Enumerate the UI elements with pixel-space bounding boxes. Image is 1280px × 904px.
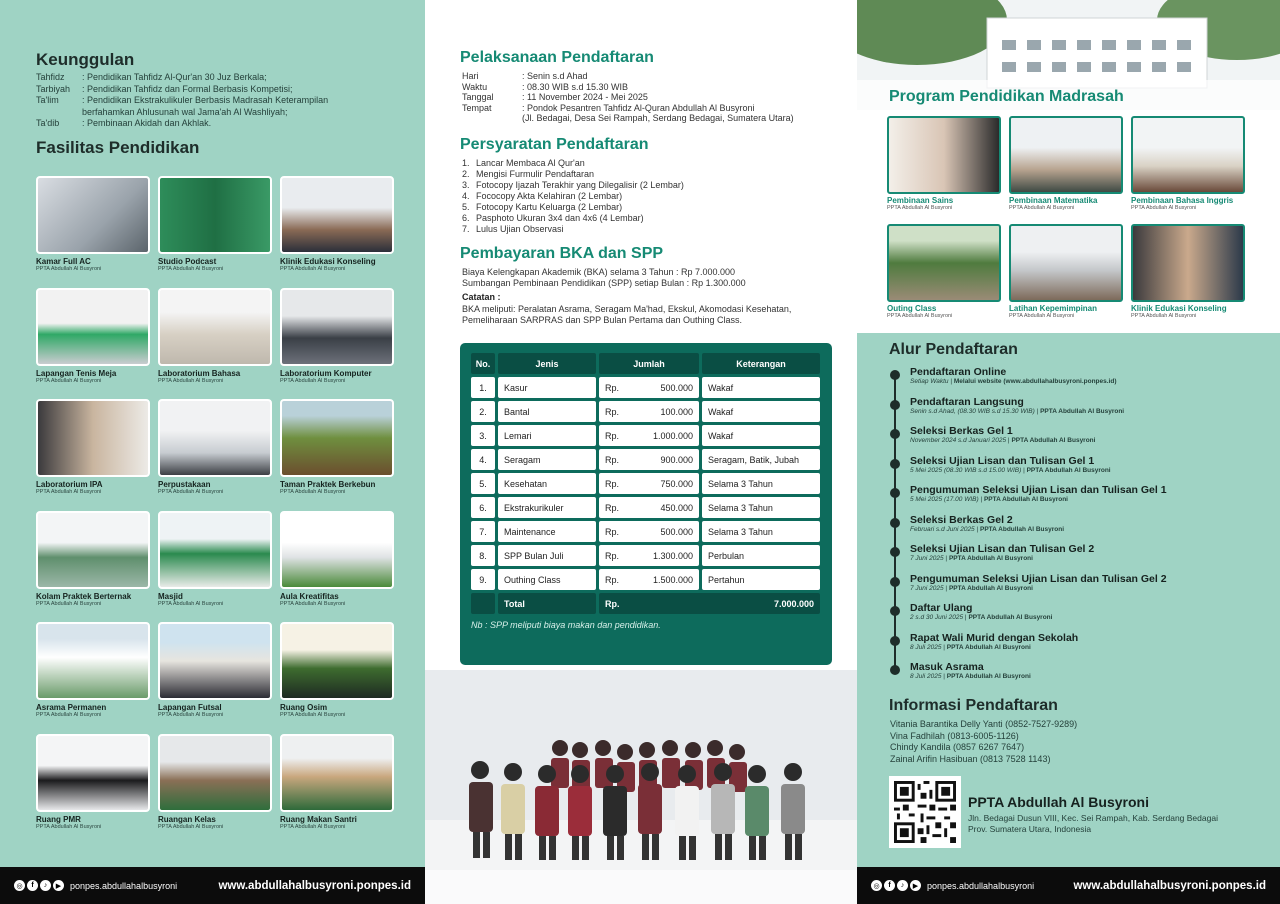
program-card: Pembinaan Matematika PPTA Abdullah Al Busyroni <box>1009 116 1123 224</box>
timeline-dot <box>890 429 900 439</box>
tiktok-icon[interactable]: ♪ <box>40 880 51 891</box>
timeline-step: Seleksi Berkas Gel 1 November 2024 s.d Januari 2025 | PPTA Abdullah Al Busyroni <box>890 425 1260 455</box>
facility-card: Ruangan Kelas PPTA Abdullah Al Busyroni <box>158 734 272 846</box>
facility-photo <box>36 176 150 254</box>
list-item: 6. Pasphoto Ukuran 3x4 dan 4x6 (4 Lembar) <box>462 213 644 223</box>
timeline-dot <box>890 370 900 380</box>
timeline-step: Pengumuman Seleksi Ujian Lisan dan Tulisan Gel 1 5 Mei 2025 (17.00 WIB) | PPTA Abdullah Al Busyroni <box>890 484 1260 514</box>
facility-photo <box>158 399 272 477</box>
facility-photo <box>158 176 272 254</box>
persyaratan-list <box>462 158 684 235</box>
facility-photo <box>158 734 272 812</box>
social-icons <box>871 880 921 891</box>
facility-photo <box>280 176 394 254</box>
info-row: (Jl. Bedagai, Desa Sei Rampah, Serdang Bedagai, Sumatera Utara) <box>522 113 794 123</box>
timeline-dot <box>890 459 900 469</box>
contact-list <box>890 719 1077 765</box>
youtube-icon[interactable]: ▶ <box>53 880 64 891</box>
table-row: 9. Outhing Class Rp. 1.500.000 Pertahun <box>471 569 821 590</box>
info-title: Informasi Pendaftaran <box>889 697 1058 714</box>
contact-item[interactable]: Vina Fadhilah (0813-6005-1126) <box>890 730 1019 741</box>
list-item: 1. Lancar Membaca Al Qur'an <box>462 158 585 168</box>
fee-table <box>460 343 832 665</box>
timeline-dot <box>890 636 900 646</box>
program-photo <box>887 116 1001 194</box>
advantage-item: berfahamkan Ahlusunah wal Jama'ah Al Washliyah; <box>82 106 288 117</box>
timeline-step: Pengumuman Seleksi Ujian Lisan dan Tulisan Gel 2 7 Juni 2025 | PPTA Abdullah Al Busyroni <box>890 573 1260 603</box>
program-photo <box>1009 116 1123 194</box>
list-item: 3. Fotocopy Ijazah Terakhir yang Dilegalisir (2 Lembar) <box>462 180 684 190</box>
pelaksanaan-title: Pelaksanaan Pendaftaran <box>460 49 654 66</box>
timeline-step: Rapat Wali Murid dengan Sekolah 8 Juli 2025 | PPTA Abdullah Al Busyroni <box>890 632 1260 662</box>
program-card: Klinik Edukasi Konseling PPTA Abdullah Al Busyroni <box>1131 224 1245 332</box>
social-handle[interactable]: ponpes.abdullahalbusyroni <box>70 880 178 891</box>
facility-card: Laboratorium Bahasa PPTA Abdullah Al Busyroni <box>158 288 272 400</box>
timeline-dot <box>890 577 900 587</box>
timeline-step: Seleksi Ujian Lisan dan Tulisan Gel 1 5 Mei 2025 (08.30 WIB s.d 15.00 WIB) | PPTA Abdullah Al Busyroni <box>890 455 1260 485</box>
facility-card: Kolam Praktek Berternak PPTA Abdullah Al Busyroni <box>36 511 150 623</box>
timeline-step: Seleksi Ujian Lisan dan Tulisan Gel 2 7 Juni 2025 | PPTA Abdullah Al Busyroni <box>890 543 1260 573</box>
table-row: 4. Seragam Rp. 900.000 Seragam, Batik, Jubah <box>471 449 821 470</box>
advantages-title: Keunggulan <box>36 50 135 69</box>
timeline-dot <box>890 547 900 557</box>
program-photo <box>1131 224 1245 302</box>
advantage-item: Tarbiyah : Pendidikan Tahfidz dan Formal Berbasis Kompetisi; <box>36 83 293 94</box>
pelaksanaan-list <box>462 71 794 124</box>
timeline-dot <box>890 400 900 410</box>
header-jenis: Jenis <box>498 353 596 374</box>
table-row: 1. Kasur Rp. 500.000 Wakaf <box>471 377 821 398</box>
facility-photo <box>280 734 394 812</box>
facebook-icon[interactable]: f <box>27 880 38 891</box>
header-keterangan: Keterangan <box>702 353 820 374</box>
website-link[interactable]: www.abdullahalbusyroni.ponpes.id <box>1073 879 1266 892</box>
group-photo-illustration <box>425 670 857 904</box>
facility-card: Laboratorium Komputer PPTA Abdullah Al Busyroni <box>280 288 394 400</box>
info-row: Tanggal : 11 November 2024 - Mei 2025 <box>462 92 648 102</box>
social-handle[interactable]: ponpes.abdullahalbusyroni <box>927 880 1035 891</box>
youtube-icon[interactable]: ▶ <box>910 880 921 891</box>
facility-card: Kamar Full AC PPTA Abdullah Al Busyroni <box>36 176 150 288</box>
list-item: 7. Lulus Ujian Observasi <box>462 224 564 234</box>
timeline-dot <box>890 606 900 616</box>
contact-item[interactable]: Zainal Arifin Hasibuan (0813 7528 1143) <box>890 753 1051 764</box>
facility-photo <box>36 399 150 477</box>
table-header <box>471 353 821 374</box>
pembayaran-title: Pembayaran BKA dan SPP <box>460 245 664 262</box>
table-row: 7. Maintenance Rp. 500.000 Selama 3 Tahun <box>471 521 821 542</box>
facility-card: Ruang PMR PPTA Abdullah Al Busyroni <box>36 734 150 846</box>
info-row: Tempat : Pondok Pesantren Tahfidz Al-Quran Abdullah Al Busyroni <box>462 102 755 113</box>
program-section <box>857 0 1280 333</box>
timeline-step: Seleksi Berkas Gel 2 Februari s.d Juni 2025 | PPTA Abdullah Al Busyroni <box>890 514 1260 544</box>
right-panel <box>857 0 1280 904</box>
facility-card: Lapangan Futsal PPTA Abdullah Al Busyroni <box>158 622 272 734</box>
facility-card: Masjid PPTA Abdullah Al Busyroni <box>158 511 272 623</box>
table-row: 6. Ekstrakurikuler Rp. 450.000 Selama 3 Tahun <box>471 497 821 518</box>
facility-photo <box>36 622 150 700</box>
facility-photo <box>36 734 150 812</box>
table-row: 8. SPP Bulan Juli Rp. 1.300.000 Perbulan <box>471 545 821 566</box>
program-photo <box>1131 116 1245 194</box>
facilities-grid <box>36 176 400 845</box>
program-card: Pembinaan Sains PPTA Abdullah Al Busyroni <box>887 116 1001 224</box>
facility-photo <box>36 288 150 366</box>
left-panel <box>0 0 425 904</box>
program-card: Pembinaan Bahasa Inggris PPTA Abdullah Al Busyroni <box>1131 116 1245 224</box>
qr-code-graphic <box>894 781 956 843</box>
advantages-list <box>36 72 416 130</box>
facility-card: Laboratorium IPA PPTA Abdullah Al Busyroni <box>36 399 150 511</box>
alur-title: Alur Pendaftaran <box>889 341 1018 358</box>
timeline-dot <box>890 665 900 675</box>
header-no: No. <box>471 353 495 374</box>
tiktok-icon[interactable]: ♪ <box>897 880 908 891</box>
facility-card: Ruang Makan Santri PPTA Abdullah Al Busyroni <box>280 734 394 846</box>
table-row: 5. Kesehatan Rp. 750.000 Selama 3 Tahun <box>471 473 821 494</box>
facility-card: Klinik Edukasi Konseling PPTA Abdullah Al Busyroni <box>280 176 394 288</box>
program-title: Program Pendidikan Madrasah <box>889 88 1124 105</box>
facility-photo <box>158 622 272 700</box>
footer-bar-right <box>857 867 1280 904</box>
table-note: Nb : SPP meliputi biaya makan dan pendidikan. <box>471 620 661 630</box>
facility-card: Asrama Permanen PPTA Abdullah Al Busyroni <box>36 622 150 734</box>
website-link[interactable]: www.abdullahalbusyroni.ponpes.id <box>218 879 411 892</box>
timeline-step: Pendaftaran Online Setiap Waktu | Melalui website (www.abdullahalbusyroni.ponpes.id) <box>890 366 1260 396</box>
table-total-row: Total Rp. 7.000.000 <box>471 593 821 614</box>
facility-photo <box>36 511 150 589</box>
list-item: 2. Mengisi Furmulir Pendaftaran <box>462 169 595 179</box>
facility-photo <box>158 511 272 589</box>
advantage-item: Ta'lim : Pendidikan Ekstrakulikuler Berbasis Madrasah Keterampilan <box>36 95 329 105</box>
facilities-title: Fasilitas Pendidikan <box>36 138 200 157</box>
program-photo <box>1009 224 1123 302</box>
middle-panel <box>425 0 857 904</box>
program-grid <box>887 116 1245 332</box>
social-icons <box>14 880 64 891</box>
group-photo <box>425 670 857 904</box>
header-jumlah: Jumlah <box>599 353 699 374</box>
fee-line: Biaya Kelengkapan Akademik (BKA) selama 3 Tahun : Rp 7.000.000 <box>462 267 736 277</box>
list-item: 4. Fococopy Akta Kelahiran (2 Lembar) <box>462 191 623 201</box>
table-row: 2. Bantal Rp. 100.000 Wakaf <box>471 401 821 422</box>
catatan-label: Catatan : <box>462 292 501 302</box>
registration-timeline <box>890 366 1260 691</box>
info-row: Waktu : 08.30 WIB s.d 15.30 WIB <box>462 81 629 92</box>
timeline-step: Daftar Ulang 2 s.d 30 Juni 2025 | PPTA Abdullah Al Busyroni <box>890 602 1260 632</box>
qr-code-icon[interactable] <box>889 776 961 848</box>
facility-card: Ruang Osim PPTA Abdullah Al Busyroni <box>280 622 394 734</box>
contact-item[interactable]: Chindy Kandila (0857 6267 7647) <box>890 742 1025 752</box>
org-address: Jln. Bedagai Dusun VIII, Kec. Sei Rampah, Kab. Serdang Bedagai Prov. Sumatera Utara, Indonesia <box>968 813 1218 834</box>
info-row: Hari : Senin s.d Ahad <box>462 71 588 81</box>
facility-photo <box>280 622 394 700</box>
fee-line: Sumbangan Pembinaan Pendidikan (SPP) setiap Bulan : Rp 1.300.000 <box>462 278 746 288</box>
catatan-text: BKA meliputi: Peralatan Asrama, Seragam Ma'had, Ekskul, Akomodasi Kesehatan, Pemeliharaan SARPRAS dan SPP Bulan Pertama dan Outhing Class. <box>462 304 792 325</box>
table-row: 3. Lemari Rp. 1.000.000 Wakaf <box>471 425 821 446</box>
timeline-dot <box>890 488 900 498</box>
facility-card: Studio Podcast PPTA Abdullah Al Busyroni <box>158 176 272 288</box>
instagram-icon[interactable]: ◎ <box>14 880 25 891</box>
fee-lines <box>462 267 746 289</box>
facility-photo <box>280 288 394 366</box>
org-name: PPTA Abdullah Al Busyroni <box>968 794 1149 810</box>
footer-bar-left <box>0 867 425 904</box>
contact-item[interactable]: Vitania Barantika Delly Yanti (0852-7527-9289) <box>890 719 1078 729</box>
program-card: Outing Class PPTA Abdullah Al Busyroni <box>887 224 1001 332</box>
timeline-step: Masuk Asrama 8 Juli 2025 | PPTA Abdullah Al Busyroni <box>890 661 1260 691</box>
timeline-step: Pendaftaran Langsung Senin s.d Ahad, (08.30 WIB s.d 15.30 WIB) | PPTA Abdullah Al Busyroni <box>890 396 1260 426</box>
program-photo <box>887 224 1001 302</box>
facility-photo <box>280 399 394 477</box>
persyaratan-title: Persyaratan Pendaftaran <box>460 136 649 153</box>
facility-card: Lapangan Tenis Meja PPTA Abdullah Al Busyroni <box>36 288 150 400</box>
total-label: Total <box>498 593 596 614</box>
facebook-icon[interactable]: f <box>884 880 895 891</box>
advantage-item: Ta'dib : Pembinaan Akidah dan Akhlak. <box>36 118 212 128</box>
program-card: Latihan Kepemimpinan PPTA Abdullah Al Busyroni <box>1009 224 1123 332</box>
facility-card: Taman Praktek Berkebun PPTA Abdullah Al Busyroni <box>280 399 394 511</box>
facility-card: Perpustakaan PPTA Abdullah Al Busyroni <box>158 399 272 511</box>
total-value: 7.000.000 <box>773 598 814 609</box>
timeline-dot <box>890 518 900 528</box>
instagram-icon[interactable]: ◎ <box>871 880 882 891</box>
advantage-item: Tahfidz : Pendidikan Tahfidz Al-Qur'an 30 Juz Berkala; <box>36 72 267 82</box>
facility-photo <box>158 288 272 366</box>
list-item: 5. Fotocopy Kartu Keluarga (2 Lembar) <box>462 202 623 212</box>
facility-card: Aula Kreatifitas PPTA Abdullah Al Busyroni <box>280 511 394 623</box>
facility-photo <box>280 511 394 589</box>
